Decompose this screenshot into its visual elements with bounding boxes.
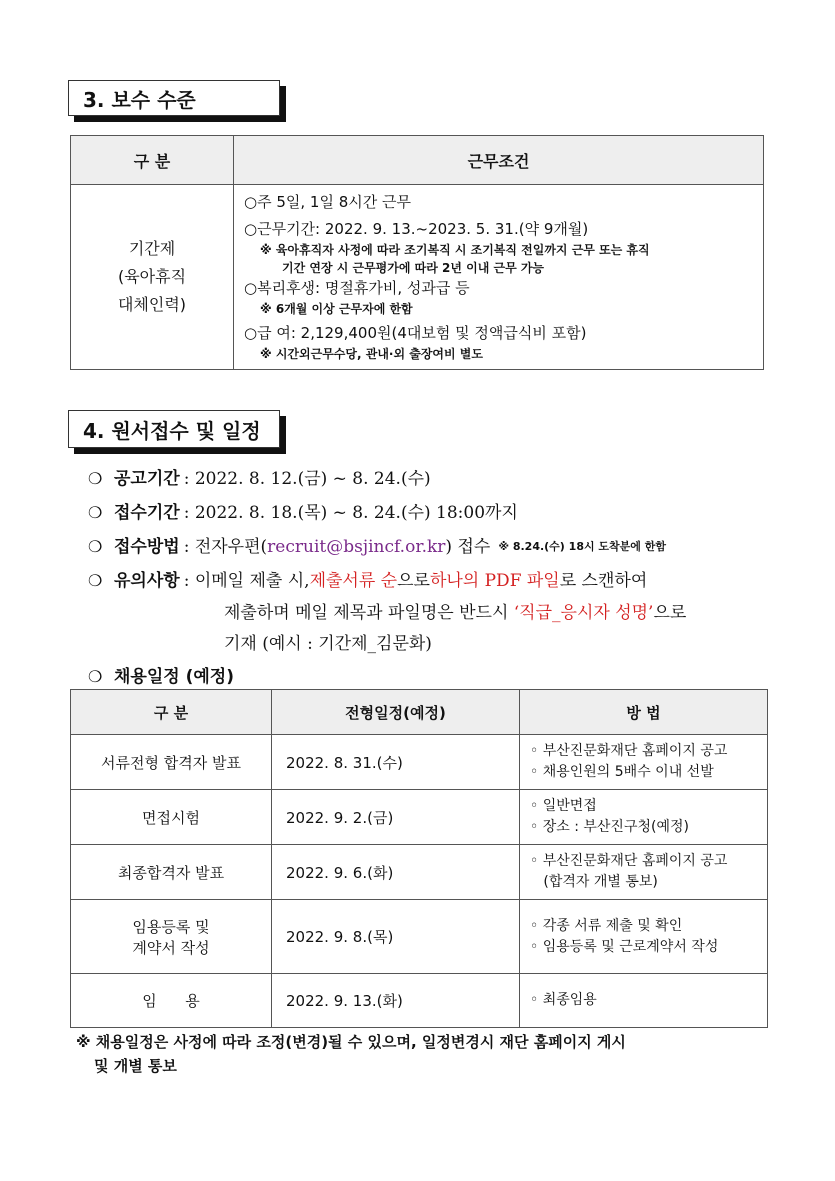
condition-period: ○근무기간: 2022. 9. 13.~2023. 5. 31.(약 9개월) <box>244 220 589 238</box>
method-cell <box>520 974 768 1028</box>
date-cell: 2022. 8. 31.(수) <box>272 735 520 790</box>
bullet-label: 채용일정 (예정) <box>114 667 234 687</box>
bullet-text-prefix: : 전자우편( <box>183 537 268 557</box>
kind-line: 대체인력) <box>117 295 187 314</box>
method-item: ◦ 최종임용 <box>530 992 597 1008</box>
deadline-note: ※ 8.24.(수) 18시 도착분에 한함 <box>498 540 667 553</box>
circle-bullet-icon: ❍ <box>88 571 103 590</box>
caution-line-3 <box>88 629 788 660</box>
bullet-text-suffix: ) 접수 <box>445 537 491 557</box>
bullet-text: 으로 <box>397 571 430 591</box>
email-link[interactable]: recruit@bsjincf.or.kr <box>267 537 446 557</box>
method-item: (합격자 개별 통보) <box>530 874 658 890</box>
footnote-line: ※ 채용일정은 사정에 따라 조정(변경)될 수 있으며, 일정변경시 재단 홈페이지 게시 <box>76 1033 626 1051</box>
pay-conditions-cell <box>234 185 764 370</box>
bullet-text: : 2022. 8. 12.(금) ~ 8. 24.(수) <box>183 469 431 489</box>
table-row <box>71 900 768 974</box>
schedule-header-date: 전형일정(예정) <box>272 690 520 735</box>
bullet-method <box>88 530 788 564</box>
method-item: ◦ 부산진문화재단 홈페이지 공고 <box>530 743 728 759</box>
bullet-caution <box>88 564 788 598</box>
bullet-text: 으로 <box>653 603 687 623</box>
table-row <box>71 735 768 790</box>
table-row <box>71 790 768 845</box>
kind-line: 기간제 <box>128 239 176 258</box>
schedule-header-method: 방 법 <box>520 690 768 735</box>
circle-bullet-icon: ❍ <box>88 469 103 488</box>
bullet-text: 로 스캔하여 <box>559 571 648 591</box>
pay-header-conditions: 근무조건 <box>234 136 764 185</box>
pay-table <box>70 135 764 370</box>
section-3-title-text: 3. 보수 수준 <box>83 87 196 112</box>
circle-bullet-icon: ❍ <box>88 537 103 556</box>
condition-welfare: ○복리후생: 명절휴가비, 성과급 등 <box>244 279 470 297</box>
pay-table-row <box>71 185 764 370</box>
method-item: ◦ 일반면접 <box>530 798 597 814</box>
method-cell <box>520 900 768 974</box>
bullet-text: 제출하며 메일 제목과 파일명은 반드시 <box>224 603 514 623</box>
pay-header-kind: 구 분 <box>71 136 234 185</box>
stage-cell: 서류전형 합격자 발표 <box>71 735 272 790</box>
application-bullets <box>88 462 788 694</box>
stage-cell: 면접시험 <box>71 790 272 845</box>
highlight-doc-order: 제출서류 순 <box>309 571 398 591</box>
section-4-title <box>68 410 280 448</box>
stage-cell: 임 용 <box>71 974 272 1028</box>
stage-cell <box>71 900 272 974</box>
stage-cell: 최종합격자 발표 <box>71 845 272 900</box>
condition-salary-note: ※ 시간외근무수당, 관내·외 출장여비 별도 <box>260 347 483 361</box>
highlight-filename: ‘직급_응시자 성명’ <box>513 603 654 623</box>
caution-line-2 <box>88 598 788 629</box>
section-4-title-text: 4. 원서접수 및 일정 <box>83 418 261 443</box>
condition-period-note-2: 기간 연장 시 근무평가에 따라 2년 이내 근무 가능 <box>282 261 545 275</box>
pay-kind-cell <box>71 185 234 370</box>
table-row <box>71 974 768 1028</box>
bullet-text: 기재 (예시 : 기간제_김문화) <box>224 634 432 654</box>
method-cell <box>520 845 768 900</box>
method-item: ◦ 임용등록 및 근로계약서 작성 <box>530 938 719 955</box>
method-item: ◦ 장소 : 부산진구청(예정) <box>530 819 689 835</box>
bullet-text: : 2022. 8. 18.(목) ~ 8. 24.(수) 18:00까지 <box>183 503 518 523</box>
condition-welfare-note: ※ 6개월 이상 근무자에 한함 <box>260 302 413 316</box>
date-cell: 2022. 9. 13.(화) <box>272 974 520 1028</box>
bullet-label: 공고기간 <box>114 469 180 489</box>
schedule-table <box>70 689 768 1028</box>
method-cell <box>520 790 768 845</box>
date-cell: 2022. 9. 2.(금) <box>272 790 520 845</box>
bullet-label: 접수기간 <box>114 503 180 523</box>
bullet-reception <box>88 496 788 530</box>
highlight-pdf: 하나의 PDF 파일 <box>429 571 560 591</box>
bullet-label: 접수방법 <box>114 537 180 557</box>
date-cell: 2022. 9. 8.(목) <box>272 900 520 974</box>
circle-bullet-icon: ❍ <box>88 667 103 686</box>
bullet-announcement <box>88 462 788 496</box>
method-item: ◦ 각종 서류 제출 및 확인 <box>530 917 683 934</box>
condition-hours: ○주 5일, 1일 8시간 근무 <box>244 193 411 211</box>
date-cell: 2022. 9. 6.(화) <box>272 845 520 900</box>
pay-table-header <box>71 136 764 185</box>
method-item: ◦ 부산진문화재단 홈페이지 공고 <box>530 853 728 869</box>
schedule-header <box>71 690 768 735</box>
schedule-footnote <box>76 1030 776 1078</box>
stage-line: 계약서 작성 <box>132 938 210 957</box>
method-item: ◦ 채용인원의 5배수 이내 선발 <box>530 764 714 780</box>
footnote-line: 및 개별 통보 <box>94 1057 177 1075</box>
method-cell <box>520 735 768 790</box>
stage-line: 임용등록 및 <box>132 917 210 936</box>
condition-period-note: ※ 육아휴직자 사정에 따라 조기복직 시 조기복직 전일까지 근무 또는 휴직 <box>260 243 650 257</box>
bullet-text: : 이메일 제출 시, <box>183 571 310 591</box>
circle-bullet-icon: ❍ <box>88 503 103 522</box>
bullet-label: 유의사항 <box>114 571 180 591</box>
table-row <box>71 845 768 900</box>
kind-line: (육아휴직 <box>117 267 187 286</box>
section-3-title <box>68 80 280 116</box>
schedule-header-stage: 구 분 <box>71 690 272 735</box>
condition-salary: ○급 여: 2,129,400원(4대보험 및 정액급식비 포함) <box>244 324 587 342</box>
